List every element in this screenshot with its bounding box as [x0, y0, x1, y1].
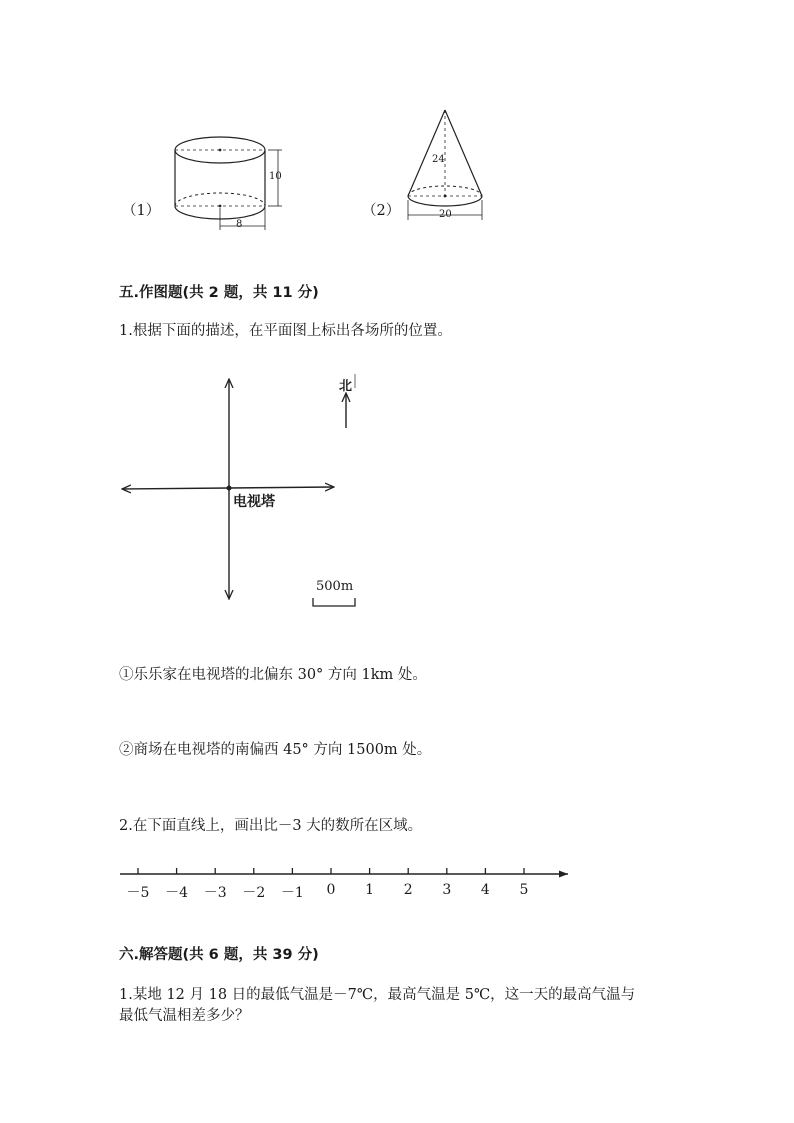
question-5-2-prompt: 2.在下面直线上，画出比－3 大的数所在区域。	[119, 818, 423, 834]
north-label: 北	[339, 379, 353, 394]
question-5-1-item-1: ①乐乐家在电视塔的北偏东 30° 方向 1km 处。	[119, 667, 427, 683]
number-line-tick-label: －4	[165, 885, 189, 901]
number-line	[118, 862, 578, 882]
number-line-tick-label: －5	[126, 885, 150, 901]
section-6-heading: 六.解答题(共 6 题，共 39 分)	[119, 947, 319, 963]
question-6-1-line-2: 最低气温相差多少？	[119, 1008, 250, 1024]
number-line-tick-label: －3	[203, 885, 227, 901]
scale-label: 500m	[316, 579, 354, 594]
number-line-tick-label: 0	[326, 882, 336, 898]
question-5-1-prompt: 1.根据下面的描述，在平面图上标出各场所的位置。	[119, 323, 452, 339]
number-line-tick-label: －1	[280, 885, 304, 901]
number-line-tick-label: 1	[365, 882, 375, 898]
cylinder-figure	[160, 128, 290, 238]
number-line-tick-label: －2	[242, 885, 266, 901]
cylinder-height-label: 10	[269, 171, 282, 182]
tv-tower-label: 电视塔	[233, 494, 275, 510]
tv-tower-point	[227, 486, 232, 491]
cone-diameter-label: 20	[439, 209, 452, 220]
figure-1-label: （1）	[122, 203, 161, 219]
cone-height-label: 24	[432, 154, 445, 165]
question-6-1-line-1: 1.某地 12 月 18 日的最低气温是－7℃，最高气温是 5℃，这一天的最高气温与	[119, 987, 636, 1003]
cylinder-radius-label: 8	[236, 219, 243, 230]
number-line-tick-label: 5	[519, 882, 529, 898]
figure-2-label: （2）	[362, 203, 401, 219]
section-5-heading: 五.作图题(共 2 题，共 11 分)	[119, 285, 319, 301]
question-5-1-item-2: ②商场在电视塔的南偏西 45° 方向 1500m 处。	[119, 742, 432, 758]
west-axis	[123, 488, 229, 489]
east-axis	[229, 487, 333, 488]
number-line-tick-label: 2	[403, 882, 413, 898]
scale-bar	[313, 598, 355, 606]
number-line-tick-label: 3	[442, 882, 452, 898]
number-line-tick-label: 4	[480, 882, 490, 898]
